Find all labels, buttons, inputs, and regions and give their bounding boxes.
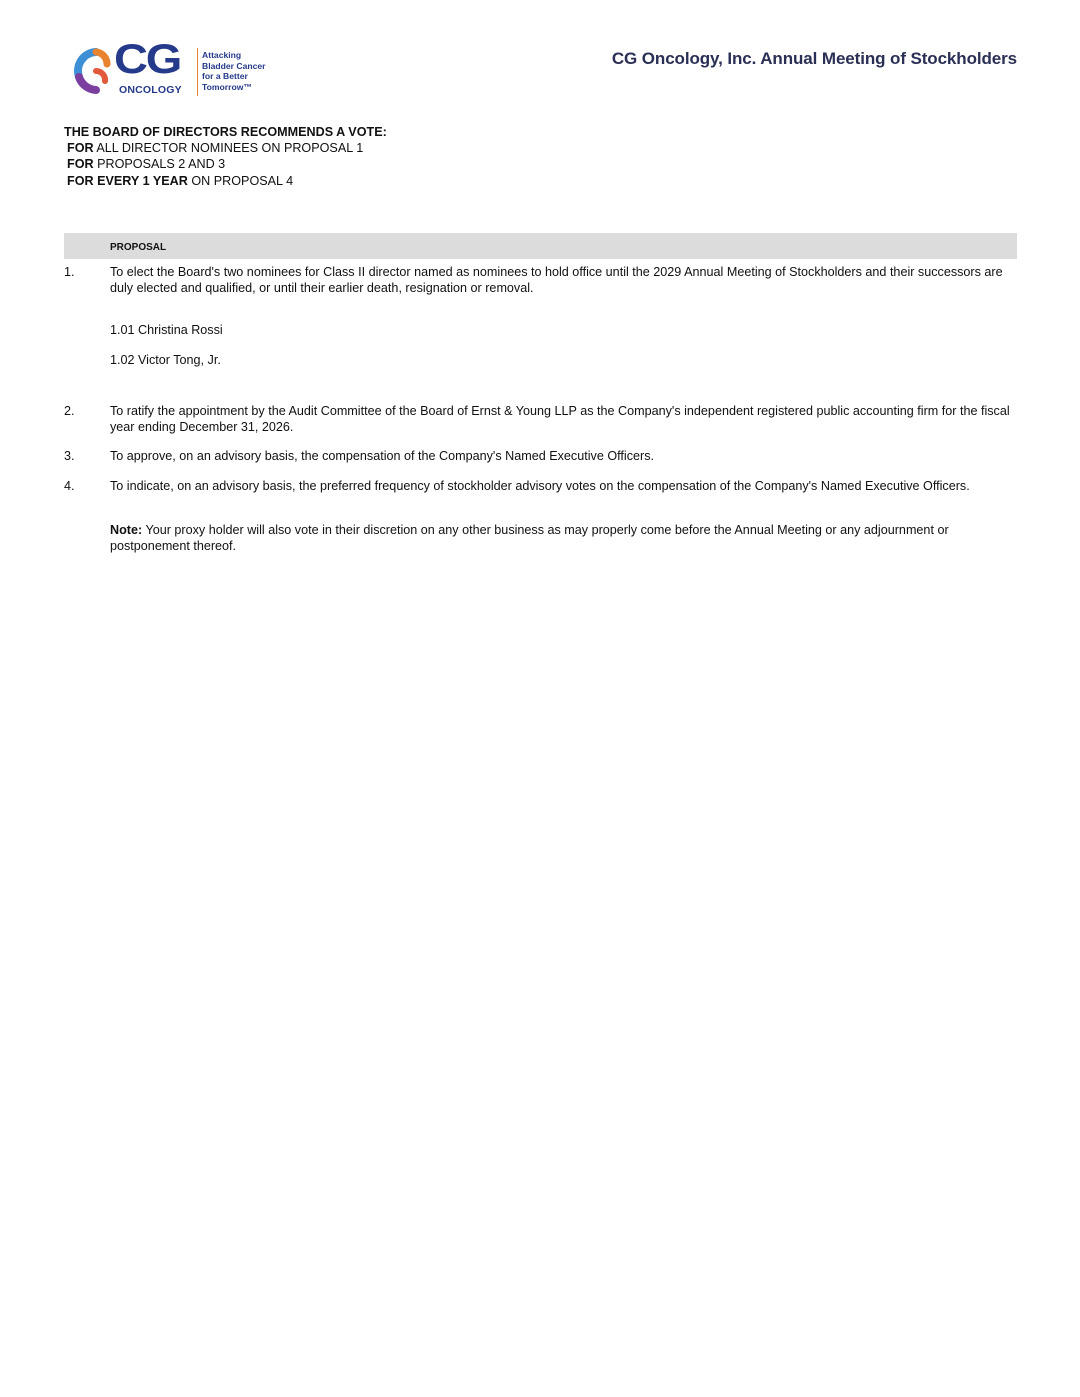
board-recommendation [64, 124, 387, 189]
proposal-number: 1. [64, 265, 75, 279]
note-label: Note: [110, 523, 143, 537]
logo-ring-icon [74, 47, 118, 95]
logo-tagline [202, 50, 266, 92]
recommendation-vote: FOR [67, 157, 94, 172]
logo-subtitle: ONCOLOGY [119, 84, 182, 96]
proposal-text: To ratify the appointment by the Audit Committee of the Board of Ernst & Young LLP as the Company's independent registered public accounting firm for the fiscal year ending December 31, 2026. [110, 404, 1010, 435]
recommendation-target: ALL DIRECTOR NOMINEES ON PROPOSAL 1 [93, 141, 364, 156]
proposal-header-label: PROPOSAL [110, 242, 167, 253]
proposal-number: 2. [64, 404, 75, 418]
recommendation-line [64, 173, 387, 189]
proposal-header-bar [64, 233, 1017, 259]
proposal-item [64, 264, 1017, 296]
logo-wordmark: CG [114, 35, 181, 82]
recommendation-line [64, 140, 387, 156]
proposal-item [64, 403, 1017, 435]
proposal-text: To indicate, on an advisory basis, the preferred frequency of stockholder advisory votes on the compensation of the Company's Named Executive Officers. [110, 479, 970, 493]
recommendation-vote: FOR [67, 141, 94, 156]
proposal-number: 3. [64, 449, 75, 463]
recommendation-heading: THE BOARD OF DIRECTORS RECOMMENDS A VOTE: [64, 125, 387, 139]
proposal-number: 4. [64, 479, 75, 493]
page-title: CG Oncology, Inc. Annual Meeting of Stockholders [611, 49, 1017, 68]
proposal-text: To approve, on an advisory basis, the compensation of the Company's Named Executive Officers. [110, 449, 654, 463]
recommendation-vote: FOR EVERY 1 YEAR [67, 173, 188, 188]
tagline-line: Attacking [202, 50, 242, 60]
logo-divider [197, 48, 198, 96]
tagline-line: Tomorrow™ [202, 81, 252, 92]
recommendation-target: ON PROPOSAL 4 [187, 173, 294, 188]
note-text: Your proxy holder will also vote in their discretion on any other business as may properly come before the Annual Meeting or any adjournment or postponement thereof. [110, 523, 949, 554]
nominee-item: 1.01 Christina Rossi [110, 323, 223, 337]
proposal-item [64, 478, 1017, 494]
proposal-item [64, 448, 1017, 464]
recommendation-line [64, 156, 387, 172]
recommendation-target: PROPOSALS 2 AND 3 [93, 157, 226, 172]
proxy-note [110, 522, 990, 554]
company-logo [74, 35, 274, 100]
tagline-line: for a Better [202, 71, 248, 82]
proposal-text: To elect the Board's two nominees for Class II director named as nominees to hold office until the 2029 Annual Meeting of Stockholders and their successors are duly elected and qualified, or until their earlier death, resignation or removal. [110, 265, 1003, 296]
tagline-line: Bladder Cancer [202, 60, 266, 71]
nominee-item: 1.02 Victor Tong, Jr. [110, 353, 221, 367]
